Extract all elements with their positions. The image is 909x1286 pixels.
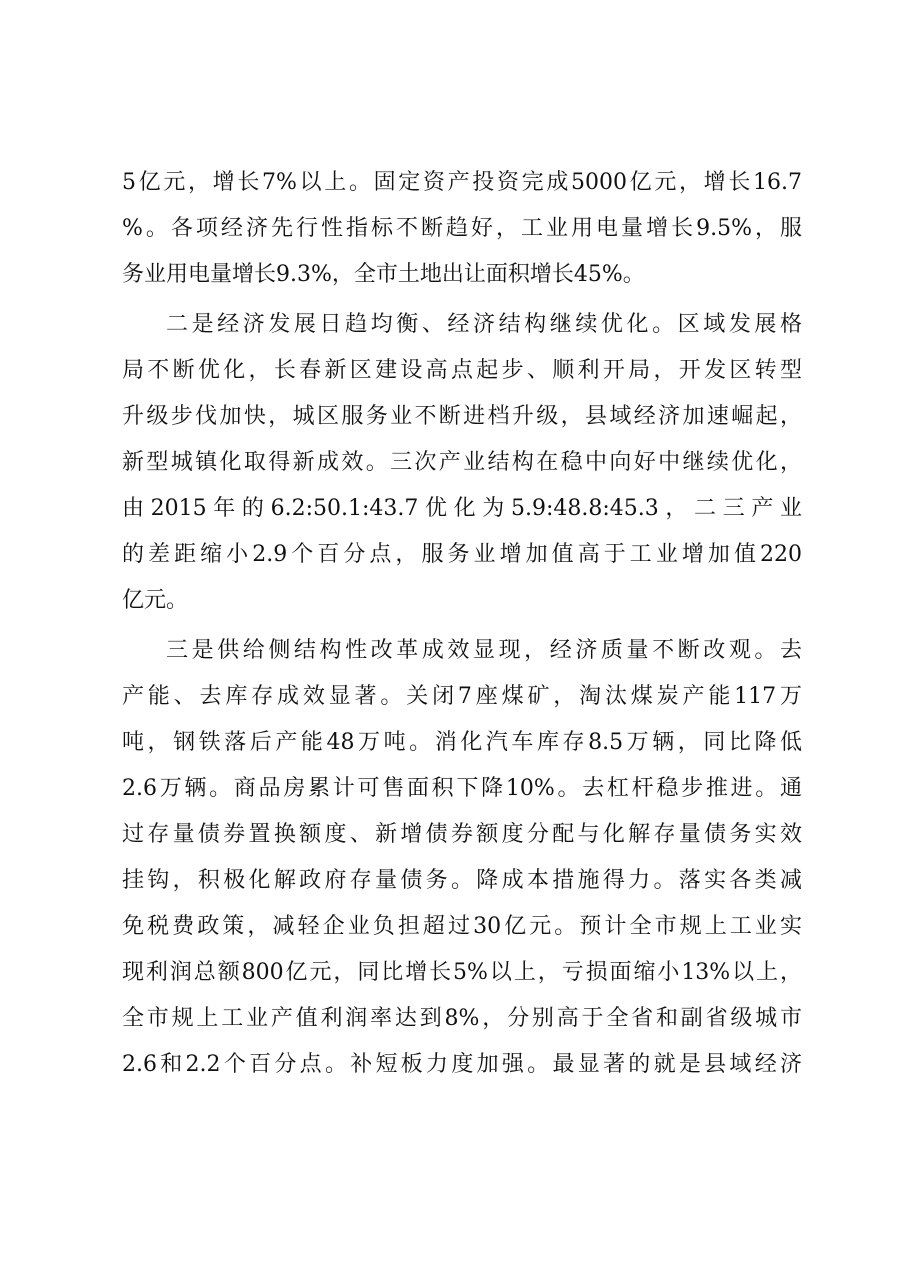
text-line: 2.6万辆。商品房累计可售面积下降10%。去杠杆稳步推进。通 bbox=[122, 776, 802, 801]
text-line: 升级步伐加快，城区服务业不断进档升级，县域经济加速崛起， bbox=[122, 404, 802, 429]
text-line: 5亿元，增长7%以上。固定资产投资完成5000亿元，增长16.7 bbox=[122, 170, 802, 195]
text-line: 过存量债券置换额度、新增债券额度分配与化解存量债务实效 bbox=[122, 822, 802, 847]
text-line: %。各项经济先行性指标不断趋好，工业用电量增长9.5%，服 bbox=[122, 216, 802, 241]
text-line: 三是供给侧结构性改革成效显现，经济质量不断改观。去 bbox=[166, 638, 802, 663]
text-line: 新型城镇化取得新成效。三次产业结构在稳中向好中继续优化， bbox=[122, 450, 802, 475]
text-line: 产能、去库存成效显著。关闭7座煤矿，淘汰煤炭产能117万 bbox=[122, 684, 802, 709]
text-line: 挂钩，积极化解政府存量债务。降成本措施得力。落实各类减 bbox=[122, 868, 802, 893]
text-line: 二是经济发展日趋均衡、经济结构继续优化。区域发展格 bbox=[166, 312, 802, 337]
text-line: 由2015年的6.2:50.1:43.7优化为5.9:48.8:45.3，二三产业 bbox=[122, 496, 802, 521]
text-line: 务业用电量增长9.3%，全市土地出让面积增长45%。 bbox=[122, 262, 645, 287]
text-line: 免税费政策，减轻企业负担超过30亿元。预计全市规上工业实 bbox=[122, 914, 802, 939]
text-line: 亿元。 bbox=[122, 588, 189, 613]
text-line: 局不断优化，长春新区建设高点起步、顺利开局，开发区转型 bbox=[122, 358, 802, 383]
text-line: 吨，钢铁落后产能48万吨。消化汽车库存8.5万辆，同比降低 bbox=[122, 730, 802, 755]
text-line: 2.6和2.2个百分点。补短板力度加强。最显著的就是县域经济 bbox=[122, 1052, 802, 1077]
text-line: 全市规上工业产值利润率达到8%，分别高于全省和副省级城市 bbox=[122, 1006, 802, 1031]
text-line: 的差距缩小2.9个百分点，服务业增加值高于工业增加值220 bbox=[122, 542, 802, 567]
text-line: 现利润总额800亿元，同比增长5%以上，亏损面缩小13%以上， bbox=[122, 960, 802, 985]
body-text bbox=[122, 160, 802, 1088]
